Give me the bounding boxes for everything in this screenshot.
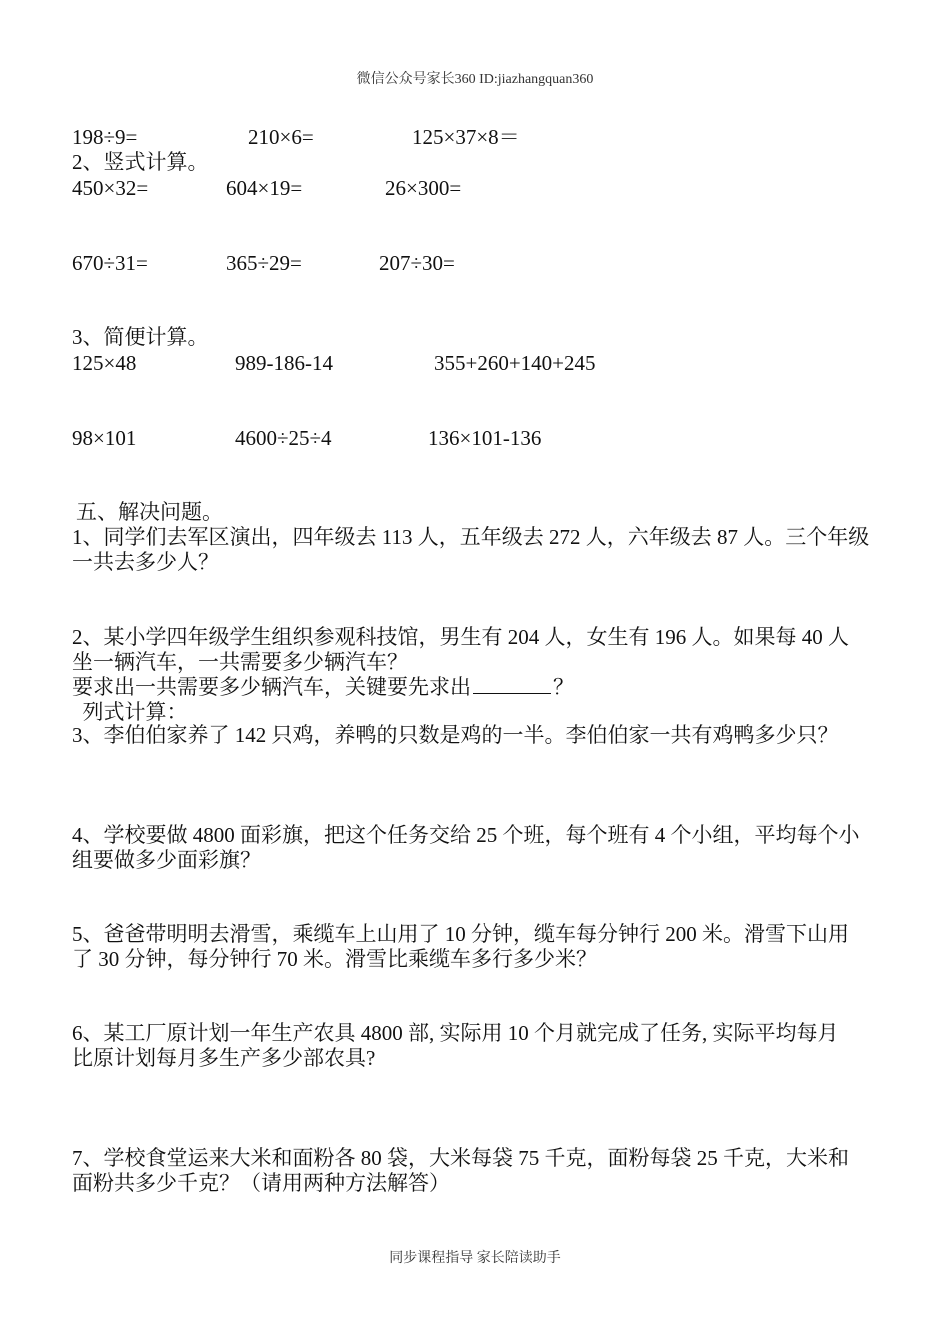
problem-item: 670÷31=	[72, 251, 148, 275]
problem-item: 125×37×8＝	[412, 125, 520, 149]
section-title: 五、解决问题。	[76, 500, 223, 524]
word-problem-line: 面粉共多少千克？（请用两种方法解答）	[72, 1171, 450, 1195]
page-footer: 同步课程指导 家长陪读助手	[389, 1251, 561, 1266]
fill-in-prompt: 要求出一共需要多少辆汽车，关键要先求出	[72, 675, 471, 699]
answer-blank[interactable]	[473, 675, 551, 694]
word-problem-line: 2、某小学四年级学生组织参观科技馆，男生有 204 人，女生有 196 人。如果每 40 人	[72, 625, 849, 649]
word-problem-line: 1、同学们去军区演出，四年级去 113 人，五年级去 272 人，六年级去 87 人。三个年级	[72, 525, 870, 549]
word-problem-line: 坐一辆汽车，一共需要多少辆汽车？	[72, 650, 408, 674]
word-problem-line: 6、某工厂原计划一年生产农具 4800 部, 实际用 10 个月就完成了任务, 实际平均每月	[72, 1021, 839, 1045]
word-problem-line: 4、学校要做 4800 面彩旗，把这个任务交给 25 个班，每个班有 4 个小组，平均每个小	[72, 823, 860, 847]
word-problem-line: 列式计算：	[72, 700, 188, 724]
problem-item: 604×19=	[226, 176, 303, 200]
word-problem-line: 了 30 分钟，每分钟行 70 米。滑雪比乘缆车多行多少米？	[72, 947, 597, 971]
question-mark: ？	[553, 675, 574, 699]
word-problem-line: 一共去多少人？	[72, 550, 219, 574]
problem-item: 198÷9=	[72, 125, 138, 149]
problem-item: 207÷30=	[379, 251, 455, 275]
section-title: 3、简便计算。	[72, 325, 209, 349]
word-problem-line: 3、李伯伯家养了 142 只鸡，养鸭的只数是鸡的一半。李伯伯家一共有鸡鸭多少只？	[72, 723, 839, 747]
problem-item: 450×32=	[72, 176, 149, 200]
word-problem-line: 组要做多少面彩旗？	[72, 848, 261, 872]
problem-item: 125×48	[72, 351, 137, 375]
problem-item: 4600÷25÷4	[235, 426, 332, 450]
problem-item: 355+260+140+245	[434, 351, 596, 375]
problem-item: 365÷29=	[226, 251, 302, 275]
page-header: 微信公众号家长360 ID:jiazhangquan360	[356, 72, 594, 87]
problem-item: 26×300=	[385, 176, 462, 200]
problem-item: 98×101	[72, 426, 137, 450]
word-problem-line: 7、学校食堂运来大米和面粉各 80 袋，大米每袋 75 千克，面粉每袋 25 千克，大米和	[72, 1146, 849, 1170]
problem-item: 989-186-14	[235, 351, 333, 375]
word-problem-line: 比原计划每月多生产多少部农具?	[72, 1046, 376, 1070]
problem-item: 136×101-136	[428, 426, 542, 450]
word-problem-line: 5、爸爸带明明去滑雪，乘缆车上山用了 10 分钟，缆车每分钟行 200 米。滑雪下山用	[72, 922, 849, 946]
problem-item: 210×6=	[248, 125, 314, 149]
word-problem-line	[72, 674, 574, 700]
section-title: 2、竖式计算。	[72, 150, 209, 174]
